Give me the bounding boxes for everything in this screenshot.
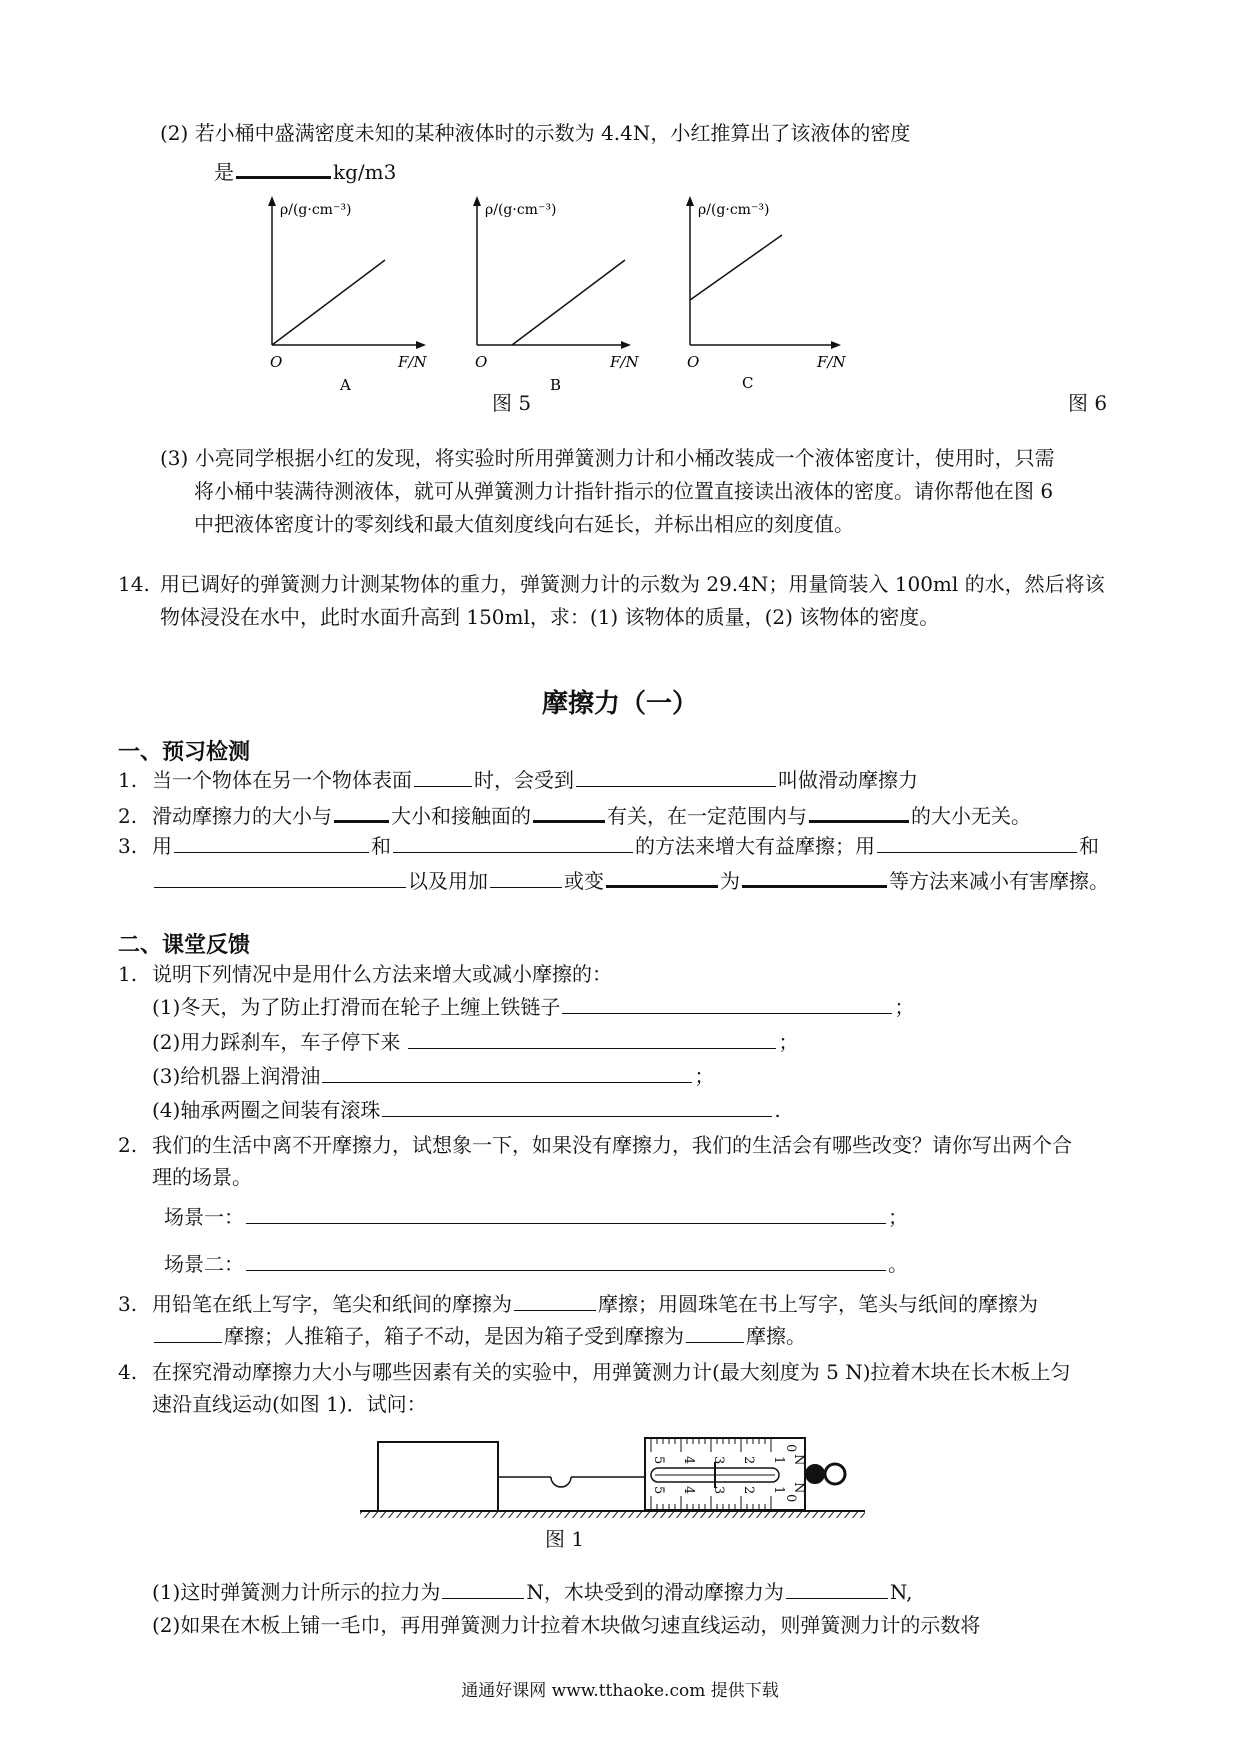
- answer-blank[interactable]: [514, 1290, 596, 1311]
- sec1-q3-line2: 以及用加 或变 为 等方法来减小有害摩擦。: [152, 865, 1109, 895]
- graph-a-origin: O: [270, 353, 283, 371]
- answer-blank[interactable]: [442, 1578, 524, 1599]
- sec2-q1-item4: (4)轴承两圈之间装有滚珠 .: [152, 1098, 781, 1122]
- answer-blank[interactable]: [382, 1096, 772, 1117]
- answer-blank[interactable]: [562, 993, 892, 1014]
- graph-b-caption: B: [550, 376, 562, 394]
- graph-c-origin: O: [687, 353, 700, 371]
- answer-blank[interactable]: [393, 832, 633, 853]
- answer-blank[interactable]: [246, 1250, 886, 1271]
- sec2-q2-scene2: 场景二： 。: [164, 1252, 908, 1276]
- scale-ring-icon: [825, 1464, 845, 1484]
- scale-top-4: 4: [681, 1456, 696, 1465]
- scale-bottom-0: 0: [783, 1494, 798, 1503]
- figure-6-caption: 图 6: [1068, 391, 1108, 415]
- scale-bottom-unit: N: [791, 1482, 806, 1494]
- sec2-q1-item2: (2)用力踩刹车，车子停下来 ；: [152, 1030, 799, 1054]
- answer-blank[interactable]: [154, 867, 406, 888]
- footer-credit: 通通好课网 www.tthaoke.com 提供下载: [461, 1681, 779, 1701]
- sec2-q1: 1. 说明下列情况中是用什么方法来增大或减小摩擦的：: [118, 962, 612, 986]
- q14-number: 14.: [118, 572, 150, 596]
- sec2-q1-item1: (1)冬天，为了防止打滑而在轮子上缠上铁链子 ；: [152, 995, 915, 1019]
- answer-blank[interactable]: [490, 867, 562, 888]
- answer-blank[interactable]: [408, 1028, 776, 1049]
- sec2-q4-sub1: (1)这时弹簧测力计所示的拉力为 N，木块受到的滑动摩擦力为 N,: [152, 1580, 913, 1604]
- answer-blank[interactable]: [742, 865, 887, 888]
- figure-1-caption: 图 1: [545, 1527, 585, 1551]
- sec1-q2: 2. 滑动摩擦力的大小与 大小和接触面的 有关，在一定范围内与 的大小无关。: [118, 800, 1031, 830]
- graph-a-xlabel: F/N: [398, 353, 427, 371]
- answer-blank[interactable]: [686, 1322, 744, 1343]
- hook-icon: [551, 1477, 571, 1487]
- graph-c-caption: C: [742, 374, 754, 392]
- figure-5-graphs: [250, 190, 900, 400]
- graph-b: [473, 196, 639, 394]
- sec2-q4-line2: 速沿直线运动(如图 1)．试问：: [152, 1392, 427, 1416]
- scale-top-3: 3: [711, 1456, 726, 1465]
- sec1-q3-line1: 3. 用 和 的方法来增大有益摩擦；用 和: [118, 834, 1099, 858]
- answer-blank[interactable]: [414, 766, 472, 787]
- graph-b-origin: O: [475, 353, 488, 371]
- sec2-q2-line1: 2. 我们的生活中离不开摩擦力，试想象一下，如果没有摩擦力，我们的生活会有哪些改变？请你写出两个合: [118, 1133, 1072, 1157]
- answer-blank[interactable]: [576, 766, 776, 787]
- graph-a-caption: A: [340, 376, 351, 394]
- scale-top-0: 0: [783, 1444, 798, 1453]
- sec2-q3-line1: 3. 用铅笔在纸上写字，笔尖和纸间的摩擦为 摩擦；用圆珠笔在书上写字，笔头与纸间的摩擦为: [118, 1292, 1038, 1316]
- section-1-heading: 一、预习检测: [118, 740, 251, 765]
- figure-5-caption: 图 5: [492, 391, 532, 415]
- sec2-q4-line1: 4. 在探究滑动摩擦力大小与哪些因素有关的实验中，用弹簧测力计(最大刻度为 5 N)拉着木块在长木板上匀: [118, 1360, 1071, 1384]
- q14-line1: 用已调好的弹簧测力计测某物体的重力，弹簧测力计的示数为 29.4N；用量筒装入 100ml 的水，然后将该: [160, 572, 1105, 596]
- scale-top-5: 5: [651, 1456, 666, 1465]
- answer-blank[interactable]: [877, 832, 1077, 853]
- answer-blank[interactable]: [154, 1322, 222, 1343]
- page-title: 摩擦力（一）: [541, 689, 698, 719]
- scale-bottom-1: 1: [771, 1486, 786, 1495]
- graph-c: [686, 196, 846, 392]
- q3-line3: 中把液体密度计的零刻线和最大值刻度线向右延长，并标出相应的刻度值。: [194, 512, 854, 536]
- answer-blank[interactable]: [174, 832, 369, 853]
- answer-blank[interactable]: [786, 1578, 888, 1599]
- answer-blank[interactable]: [606, 865, 718, 888]
- sec2-q2-scene1: 场景一： ；: [164, 1205, 908, 1229]
- q3-line1: (3) 小亮同学根据小红的发现，将实验时所用弹簧测力计和小桶改装成一个液体密度计，使用时，只需: [160, 446, 1055, 470]
- q3-line2: 将小桶中装满待测液体，就可从弹簧测力计指针指示的位置直接读出液体的密度。请你帮他在图 6: [194, 479, 1054, 503]
- graph-a: [268, 196, 427, 394]
- answer-blank[interactable]: [246, 1203, 886, 1224]
- wooden-block: [378, 1442, 498, 1511]
- graph-c-ylabel: ρ/(g·cm⁻³): [698, 202, 770, 218]
- scale-ring-inner: [806, 1465, 824, 1483]
- q2-line2: 是 kg/m3: [214, 156, 396, 186]
- q2-line1: (2) 若小桶中盛满密度未知的某种液体时的示数为 4.4N，小红推算出了该液体的密度: [160, 121, 911, 145]
- section-2-heading: 二、课堂反馈: [118, 933, 251, 958]
- scale-top-unit: N: [791, 1454, 806, 1466]
- board-hatching: [360, 1511, 865, 1518]
- answer-blank[interactable]: [322, 1062, 692, 1083]
- sec2-q1-item3: (3)给机器上润滑油 ；: [152, 1064, 715, 1088]
- sec2-q3-line2: 摩擦；人推箱子，箱子不动，是因为箱子受到摩擦为 摩擦。: [152, 1322, 806, 1350]
- figure-1-diagram: [355, 1430, 905, 1520]
- scale-top-1: 1: [771, 1456, 786, 1465]
- graph-b-xlabel: F/N: [610, 353, 639, 371]
- scale-bottom-4: 4: [681, 1486, 696, 1495]
- scale-bottom-3: 3: [711, 1486, 726, 1495]
- answer-blank[interactable]: [334, 800, 389, 823]
- q14-line2: 物体浸没在水中，此时水面升高到 150ml，求：(1) 该物体的质量，(2) 该物体的密度。: [160, 605, 940, 629]
- answer-blank[interactable]: [236, 156, 331, 179]
- graph-c-xlabel: F/N: [817, 353, 846, 371]
- sec2-q4-sub2: (2)如果在木板上铺一毛巾，再用弹簧测力计拉着木块做匀速直线运动，则弹簧测力计的示数将: [152, 1613, 981, 1637]
- sec2-q2-line2: 理的场景。: [152, 1165, 252, 1189]
- scale-bottom-2: 2: [741, 1486, 756, 1495]
- sec1-q1: 1. 当一个物体在另一个物体表面 时，会受到 叫做滑动摩擦力: [118, 768, 918, 792]
- graph-a-ylabel: ρ/(g·cm⁻³): [280, 202, 352, 218]
- answer-blank[interactable]: [533, 800, 605, 823]
- answer-blank[interactable]: [809, 800, 909, 823]
- graph-b-ylabel: ρ/(g·cm⁻³): [485, 202, 557, 218]
- scale-bottom-5: 5: [651, 1486, 666, 1495]
- scale-top-2: 2: [741, 1456, 756, 1465]
